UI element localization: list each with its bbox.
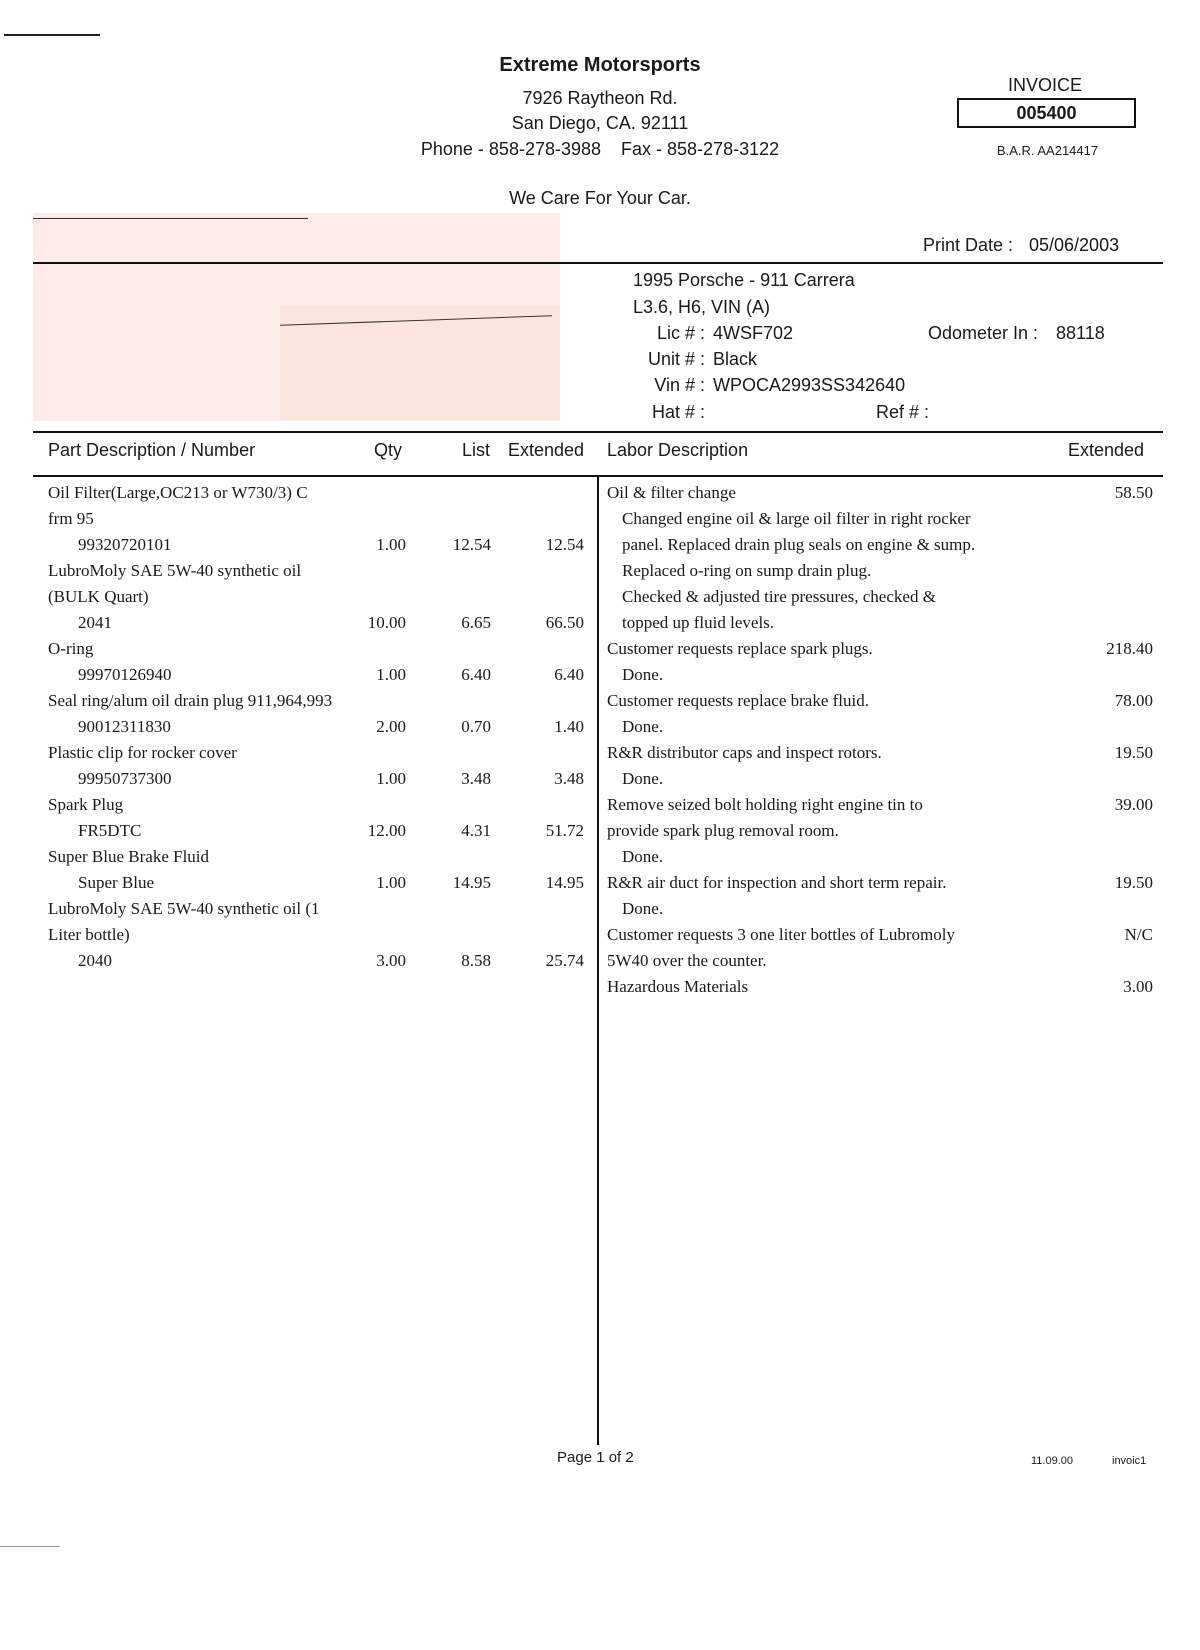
- part-number-row: [48, 714, 593, 740]
- parts-qty-header: Qty: [374, 440, 403, 460]
- vin-label: Vin # :: [654, 375, 705, 395]
- labor-amount: 19.50: [1114, 873, 1153, 892]
- part-number-row: [48, 818, 593, 844]
- part-number-row: [48, 610, 593, 636]
- scan-mark: [0, 1546, 60, 1547]
- labor-item: [607, 870, 1157, 896]
- part-description: LubroMoly SAE 5W-40 synthetic oil: [48, 561, 302, 580]
- page-number: Page 1 of 2: [557, 1449, 634, 1466]
- part-description: Plastic clip for rocker cover: [48, 743, 237, 762]
- labor-title: Customer requests replace brake fluid.: [607, 691, 869, 710]
- labor-item: [607, 974, 1157, 1000]
- part-desc-row: [48, 688, 593, 714]
- labor-note: [607, 558, 1157, 584]
- labor-desc-header: Labor Description: [607, 440, 749, 460]
- part-desc-row: [48, 844, 593, 870]
- header-rule: [33, 262, 1163, 264]
- invoice-label: INVOICE: [1007, 75, 1082, 95]
- labor-note-text: Changed engine oil & large oil filter in right rocker: [622, 509, 971, 528]
- company-tagline: We Care For Your Car.: [509, 188, 691, 208]
- part-description: Oil Filter(Large,OC213 or W730/3) C: [48, 483, 308, 502]
- labor-note-text: Checked & adjusted tire pressures, checked &: [622, 587, 936, 606]
- table-top-rule: [33, 431, 1163, 433]
- labor-note: [607, 662, 1157, 688]
- part-list-price: 8.58: [461, 951, 491, 970]
- print-date-label: Print Date :: [923, 235, 1014, 255]
- labor-title-line2: 5W40 over the counter.: [607, 951, 767, 970]
- part-description: (BULK Quart): [48, 587, 149, 606]
- part-qty: 10.00: [367, 613, 406, 632]
- part-number: 99320720101: [78, 535, 172, 554]
- lic-label: Lic # :: [656, 323, 705, 343]
- part-description: Seal ring/alum oil drain plug 911,964,993: [48, 691, 333, 710]
- labor-title: R&R distributor caps and inspect rotors.: [607, 743, 882, 762]
- part-number: 99970126940: [78, 665, 172, 684]
- labor-list: [607, 480, 1157, 1000]
- vehicle-engine: L3.6, H6, VIN (A): [633, 297, 771, 317]
- part-description: Spark Plug: [48, 795, 124, 814]
- part-qty: 1.00: [376, 873, 406, 892]
- labor-note: [607, 766, 1157, 792]
- labor-amount: 58.50: [1114, 483, 1153, 502]
- part-extended: 51.72: [545, 821, 584, 840]
- odometer-value: 88118: [1056, 323, 1105, 343]
- company-address-line2: San Diego, CA. 92111: [511, 113, 689, 133]
- part-qty: 2.00: [376, 717, 406, 736]
- part-list-price: 14.95: [452, 873, 491, 892]
- part-number: 99950737300: [78, 769, 172, 788]
- part-list-price: 12.54: [452, 535, 491, 554]
- labor-amount: 78.00: [1114, 691, 1153, 710]
- labor-title: Hazardous Materials: [607, 977, 749, 996]
- part-desc-row: [48, 506, 593, 532]
- part-extended: 6.40: [554, 665, 584, 684]
- labor-note: [607, 714, 1157, 740]
- labor-note-text: Done.: [622, 717, 664, 736]
- part-desc-row: [48, 584, 593, 610]
- part-qty: 1.00: [376, 769, 406, 788]
- labor-note-text: Done.: [622, 769, 664, 788]
- part-extended: 1.40: [554, 717, 584, 736]
- part-number-row: [48, 532, 593, 558]
- part-description: Super Blue Brake Fluid: [48, 847, 210, 866]
- part-desc-row: [48, 558, 593, 584]
- labor-note-text: topped up fluid levels.: [622, 613, 775, 632]
- labor-item: [607, 922, 1157, 948]
- labor-note: [607, 610, 1157, 636]
- part-number-row: [48, 662, 593, 688]
- part-qty: 12.00: [367, 821, 406, 840]
- lic-value: 4WSF702: [713, 323, 794, 343]
- part-extended: 14.95: [545, 873, 584, 892]
- divider: [33, 218, 308, 219]
- unit-value: Black: [713, 349, 758, 369]
- part-extended: 12.54: [545, 535, 584, 554]
- part-number-row: [48, 766, 593, 792]
- labor-item: [607, 740, 1157, 766]
- part-desc-row: [48, 922, 593, 948]
- labor-item: [607, 636, 1157, 662]
- company-phone-fax: Phone - 858-278-3988 Fax - 858-278-3122: [420, 139, 780, 159]
- vin-value: WPOCA2993SS342640: [713, 375, 906, 395]
- parts-list: [48, 480, 593, 974]
- labor-title-continued: [607, 818, 1157, 844]
- labor-note: [607, 584, 1157, 610]
- labor-title: Oil & filter change: [607, 483, 736, 502]
- part-desc-row: [48, 480, 593, 506]
- form-name: invoic1: [1112, 1455, 1147, 1467]
- form-date: 11.09.00: [1031, 1455, 1074, 1467]
- labor-title: R&R air duct for inspection and short term repair.: [607, 873, 947, 892]
- part-desc-row: [48, 792, 593, 818]
- part-number: 90012311830: [78, 717, 171, 736]
- parts-list-header: List: [462, 440, 491, 460]
- hat-label: Hat # :: [651, 402, 705, 422]
- part-extended: 66.50: [545, 613, 584, 632]
- labor-note-text: panel. Replaced drain plug seals on engine & sump.: [622, 535, 976, 554]
- labor-title: Customer requests 3 one liter bottles of Lubromoly: [607, 925, 955, 944]
- part-desc-row: [48, 636, 593, 662]
- labor-note: [607, 844, 1157, 870]
- part-description: frm 95: [48, 509, 94, 528]
- bar-number: B.A.R. AA214417: [996, 143, 1099, 158]
- part-desc-row: [48, 896, 593, 922]
- labor-amount: N/C: [1124, 925, 1153, 944]
- parts-extended-header: Extended: [508, 440, 585, 460]
- labor-item: [607, 688, 1157, 714]
- part-desc-row: [48, 740, 593, 766]
- part-list-price: 0.70: [461, 717, 491, 736]
- ref-label: Ref # :: [876, 402, 930, 422]
- part-number: 2040: [78, 951, 112, 970]
- unit-label: Unit # :: [647, 349, 705, 369]
- part-description: LubroMoly SAE 5W-40 synthetic oil (1: [48, 899, 320, 918]
- labor-note: [607, 896, 1157, 922]
- labor-note-text: Done.: [622, 847, 664, 866]
- labor-amount: 3.00: [1123, 977, 1153, 996]
- part-list-price: 6.40: [461, 665, 491, 684]
- part-list-price: 3.48: [461, 769, 491, 788]
- labor-item: [607, 792, 1157, 818]
- part-qty: 1.00: [376, 665, 406, 684]
- labor-amount: 19.50: [1114, 743, 1153, 762]
- labor-note: [607, 532, 1157, 558]
- company-name: Extreme Motorsports: [499, 54, 701, 76]
- labor-amount: 218.40: [1106, 639, 1153, 658]
- part-number: Super Blue: [78, 873, 155, 892]
- labor-title: Customer requests replace spark plugs.: [607, 639, 873, 658]
- part-extended: 25.74: [545, 951, 584, 970]
- column-divider: [597, 475, 599, 1445]
- labor-amount: 39.00: [1114, 795, 1153, 814]
- labor-title-continued: [607, 948, 1157, 974]
- labor-title-line2: provide spark plug removal room.: [607, 821, 839, 840]
- labor-extended-header: Extended: [1068, 440, 1145, 460]
- part-qty: 3.00: [376, 951, 406, 970]
- part-extended: 3.48: [554, 769, 584, 788]
- labor-note-text: Replaced o-ring on sump drain plug.: [622, 561, 872, 580]
- invoice-number: 005400: [957, 98, 1136, 128]
- part-number: FR5DTC: [78, 821, 142, 840]
- part-list-price: 4.31: [461, 821, 491, 840]
- parts-desc-header: Part Description / Number: [48, 440, 256, 460]
- part-list-price: 6.65: [461, 613, 491, 632]
- print-date: 05/06/2003: [1029, 235, 1120, 255]
- labor-note-text: Done.: [622, 899, 664, 918]
- labor-note: [607, 506, 1157, 532]
- part-number: 2041: [78, 613, 112, 632]
- part-description: Liter bottle): [48, 925, 130, 944]
- labor-note-text: Done.: [622, 665, 664, 684]
- part-description: O-ring: [48, 639, 94, 658]
- vehicle-model: 1995 Porsche - 911 Carrera: [633, 270, 855, 290]
- odometer-label: Odometer In :: [928, 323, 1039, 343]
- part-number-row: [48, 870, 593, 896]
- company-address-line1: 7926 Raytheon Rd.: [522, 88, 678, 108]
- scan-mark: [4, 34, 100, 36]
- labor-item: [607, 480, 1157, 506]
- labor-title: Remove seized bolt holding right engine tin to: [607, 795, 923, 814]
- part-number-row: [48, 948, 593, 974]
- part-qty: 1.00: [376, 535, 406, 554]
